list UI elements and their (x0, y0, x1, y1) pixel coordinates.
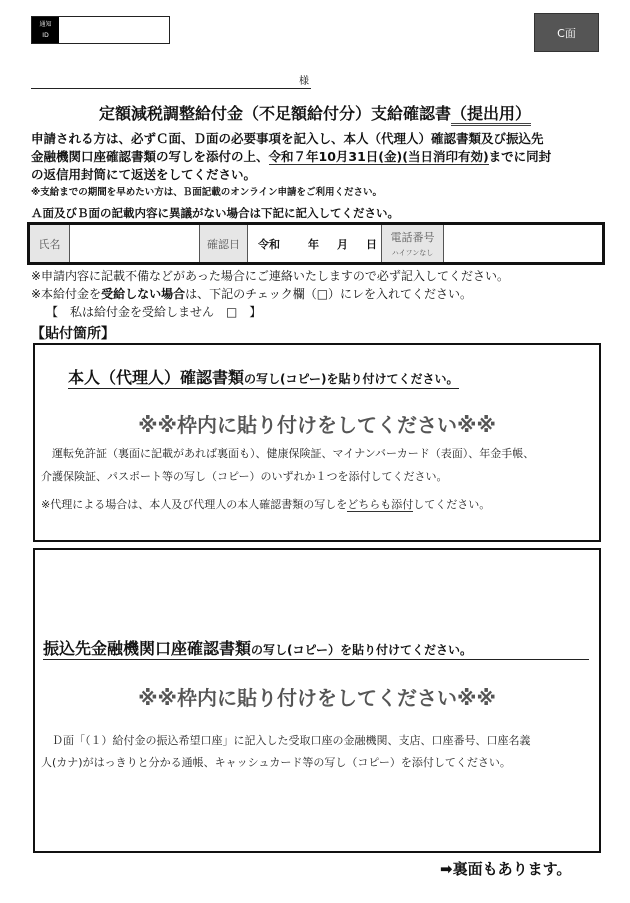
box1-text-1: 運転免許証（裏面に記載があれば裏面も）、健康保険証、マイナンバーカード（表面）、年金手帳、 (41, 447, 535, 460)
online-note: ※支給までの期間を早めたい方は、Ｂ面記載のオンライン申請をご利用ください。 (31, 187, 382, 198)
note-emphasis: 受給しない場合 (101, 287, 186, 301)
phone-label (382, 225, 444, 262)
addressee-line (31, 88, 311, 89)
box2-heading (43, 636, 589, 660)
note-text: は、下記のチェック欄（□）にレを入れてください。 (185, 287, 473, 301)
name-label: 氏名 (30, 225, 70, 262)
box2-text-2: 人(カナ)がはっきりと分かる通帳、キャッシュカード等の写し（コピー）を添付してください。 (41, 756, 511, 769)
title-sub: （提出用） (451, 104, 531, 126)
deadline: 令和７年10月31日(金)(当日消印有効) (268, 149, 489, 164)
note-decline (31, 285, 472, 302)
title-main: 定額減税調整給付金（不足額給付分）支給確認書 (98, 104, 451, 123)
intro-line-3: の返信用封筒にて返送をしてください。 (31, 167, 257, 182)
paste-heading: 【貼付箇所】 (31, 326, 115, 342)
box2-text-1: Ｄ面「（１）給付金の振込希望口座」に記入した受取口座の金融機関、支店、口座番号、口座名義 (41, 734, 531, 747)
decline-checkbox[interactable]: □ (226, 305, 238, 319)
honorific: 様 (299, 76, 309, 87)
face-badge: C面 (534, 13, 599, 52)
heading-bold: 本人（代理人）確認書類 (68, 368, 245, 387)
reverse-side-note: ➡裏面もあります。 (440, 860, 572, 878)
id-label-line2: ID (42, 32, 49, 39)
heading-small: の写し(コピー）を貼り付けてください。 (251, 643, 473, 657)
phone-input[interactable] (444, 225, 602, 262)
id-label-line1: 通知 (39, 21, 52, 28)
decline-label: 【 私は給付金を受給しません (46, 305, 215, 319)
decline-row (46, 303, 261, 320)
phone-label-text: 電話番号 (390, 231, 435, 244)
box1-heading (68, 365, 459, 389)
text: してください。 (413, 498, 491, 511)
era: 令和 (258, 237, 280, 251)
text-emphasis: どちらも添付 (347, 498, 414, 511)
date-input[interactable] (248, 225, 382, 262)
form-heading: Ａ面及びＢ面の記載内容に異議がない場合は下記に記入してください。 (31, 206, 399, 220)
day-unit: 日 (366, 237, 377, 251)
page-title (0, 101, 630, 124)
intro-line-1: 申請される方は、必ずＣ面、Ｄ面の必要事項を記入し、本人（代理人）確認書類及び振込先 (31, 131, 544, 146)
id-document-paste-area (33, 343, 601, 542)
box1-text-2: 介護保険証、パスポート等の写し（コピー）のいずれか１つを添付してください。 (41, 470, 448, 483)
heading-bold: 振込先金融機関口座確認書類 (43, 639, 252, 658)
text: ※代理による場合は、本人及び代理人の本人確認書類の写しを (41, 498, 348, 511)
intro-text: 金融機関口座確認書類の写しを添付の上、 (31, 149, 269, 164)
intro-text: までに同封 (488, 149, 552, 164)
bracket: 】 (249, 305, 262, 319)
date-label: 確認日 (200, 225, 248, 262)
box1-text-3 (41, 496, 490, 512)
intro-line-2 (31, 147, 551, 165)
heading-small: の写し(コピー)を貼り付けてください。 (244, 372, 459, 386)
confirmation-table (27, 222, 605, 265)
note-contact: ※申請内容に記載不備などがあった場合にご連絡いたしますので必ず記入してください。 (31, 269, 509, 283)
name-input[interactable] (70, 225, 200, 262)
note-text: ※本給付金を (31, 287, 102, 301)
bank-document-paste-area (33, 548, 601, 853)
year-unit: 年 (308, 237, 319, 251)
notice-id-label (32, 17, 59, 43)
paste-instruction: ※※枠内に貼り付けをしてください※※ (138, 413, 496, 437)
paste-instruction: ※※枠内に貼り付けをしてください※※ (138, 686, 496, 710)
month-unit: 月 (337, 237, 348, 251)
phone-hint: ハイフンなし (391, 249, 434, 257)
notice-id-field[interactable] (31, 16, 170, 44)
